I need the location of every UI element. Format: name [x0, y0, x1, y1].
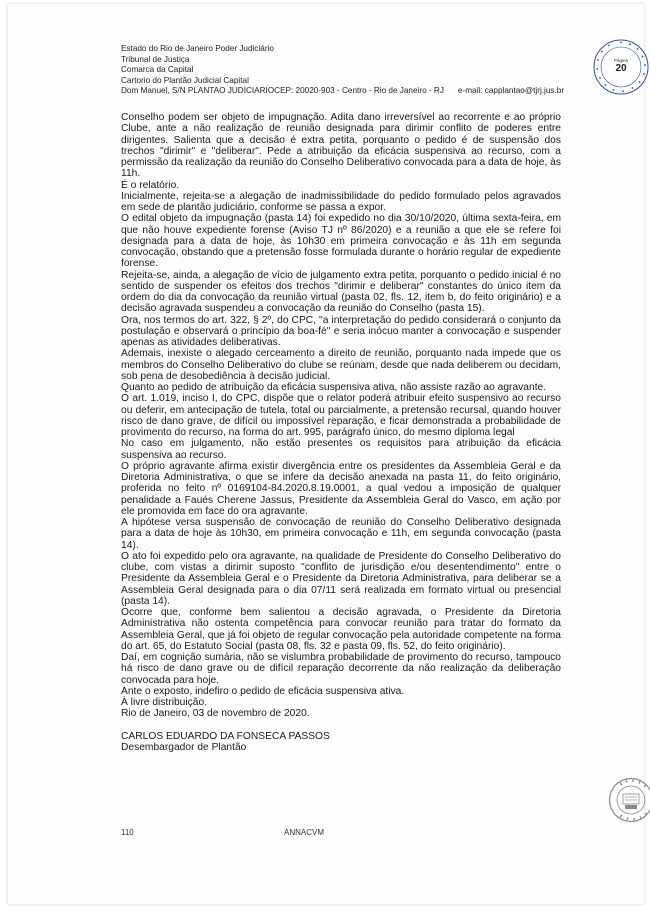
header-office: Cartorio do Plantão Judicial Capital — [121, 75, 249, 85]
document-page — [8, 4, 644, 904]
header-address: Dom Manuel, S/N PLANTAO JUDICIARIOCEP: 20020-903 - Centro - Rio de Janeiro - RJ — [121, 86, 444, 96]
paragraph: Conselho podem ser objeto de impugnação. Adita dano irreversível ao recorrente e ao próprio Clube, ante a não realização de reunião designada para dirimir conflito de poderes entre dirigentes. Salienta que a decisão é extra petita, porquanto o pedido é de suspensão dos trechos "dirimir" e "deliberar". Pede a atribuição da eficácia suspensiva ao recurso, com a permissão da realização da reunião do Conselho Deliberativo convocada para a data de hoje, às 11h. — [121, 112, 561, 180]
paragraph: Rejeita-se, ainda, a alegação de vício de julgamento extra petita, porquanto o pedido inicial é no sentido de suspender os efeitos dos trechos "dirimir e deliberar" constantes do único item da ordem do dia da convocação da reunião virtual (pasta 02, fls. 12, item b, do feito originário) e a decisão agravada suspendeu a convocação da reunião do Conselho (pasta 15). — [121, 269, 561, 315]
paragraph: À livre distribuição. — [121, 697, 208, 708]
paragraph: Ora, nos termos do art. 322, § 2º, do CPC, "a interpretação do pedido considerará o conjunto da postulação e observará o princípio da boa-fé" e seria inócuo manter a convocação e suspender apenas as atividades deliberativas. — [121, 314, 561, 348]
paragraph: Ocorre que, conforme bem salientou a decisão agravada, o Presidente da Diretoria Administrativa não ostenta competência para convocar reunião para tratar do formato da Assembleia Geral, que já foi objeto de regular convocação pela autoridade competente na forma do art. 65, do Estatuto Social (pasta 08, fls. 32 e pasta 09, fls. 52, do feito originário). — [121, 607, 561, 652]
paragraph: Ademais, inexiste o alegado cerceamento a direito de reunião, porquanto nada impede que os membros do Conselho Deliberativo do clube se reúnam, desde que nada deliberem ou decidam, sob pena de desobediência à decisão judicial. — [121, 348, 561, 382]
paragraph: No caso em julgamento, não estão presentes os requisitos para atribuição da eficácia suspensiva ao recurso. — [121, 438, 561, 461]
digital-signature-stamp-icon — [608, 777, 650, 823]
judge-title: Desembargador de Plantão — [121, 741, 247, 753]
signature-block — [121, 731, 561, 754]
footer-page-ref: 110 — [121, 828, 134, 837]
paragraph: Daí, em cognição sumária, não se vislumbra probabilidade de provimento do recurso, tampouco há risco de dano grave ou de difícil reparação decorrente da não realização da deliberação convocada para hoje. — [121, 652, 561, 686]
header-state: Estado do Rio de Janeiro Poder Judiciário — [121, 44, 274, 53]
footer-code: ANNACVM — [284, 828, 325, 837]
paragraph: O edital objeto da impugnação (pasta 14) foi expedido no dia 30/10/2020, última sexta-feira, em que não houve expediente forense (Aviso TJ nº 86/2020) e a reunião a que ele se refere foi designada para a data de hoje, às 10h30 em primeira convocação e às 11h em segunda convocação, obstando que a pretensão fosse formulada durante o horário regular de expediente forense. — [121, 213, 561, 270]
paragraph: O próprio agravante afirma existir divergência entre os presidentes da Assembleia Geral e da Diretoria Administrativa, o que se infere da decisão anexada na pasta 11, do feito originário, proferida no feito nº 0169104-84.2020.8.19.0001, a qual vedou a imposição de qualquer penalidade a Faués Cherene Jassus, Presidente da Assembleia Geral do Vasco, em ação por ele promovida em face do ora agravante. — [121, 460, 561, 517]
header-district: Comarca da Capital — [121, 65, 194, 75]
paragraph: O art. 1.019, inciso I, do CPC, dispõe que o relator poderá atribuir efeito suspensivo ao recurso ou deferir, em antecipação de tutela, total ou parcialmente, a pretensão recursal, quando houver risco de dano grave, de difícil ou impossível reparação, e ficar demonstrada a probabilidade de provimento do recurso, na forma do art. 995, parágrafo único, do mesmo diploma legal — [121, 393, 561, 438]
header-email: e-mail: capplantao@tjrj.jus.br — [457, 86, 565, 96]
paragraph: A hipótese versa suspensão de convocação de reunião do Conselho Deliberativo designada para a data de hoje às 10h30, em primeira convocação e 11h, em segunda convocação (pasta 14). — [121, 517, 561, 551]
judge-name: CARLOS EDUARDO DA FONSECA PASSOS — [121, 730, 330, 742]
document-header — [121, 44, 591, 97]
seal-page-label: Página — [613, 58, 628, 63]
decision-body — [121, 112, 561, 753]
paragraph: O ato foi expedido pelo ora agravante, na qualidade de Presidente do Conselho Deliberativo do clube, com vistas a dirimir suposto "conflito de jurisdição e/ou desentendimento" entre o Presidente da Assembleia Geral e o Presidente da Diretoria Administrativa, para deliberar se a Assembleia Geral designada para o dia 07/11 será realizada em formato virtual ou presencial (pasta 14). — [121, 550, 561, 607]
decision-date: Rio de Janeiro, 03 de novembro de 2020. — [121, 708, 310, 720]
paragraph: É o relatório. — [121, 179, 180, 191]
header-court: Tribunal de Justiça — [121, 54, 190, 64]
paragraph: Inicialmente, rejeita-se a alegação de inadmissibilidade do pedido formulado pelos agravados em sede de plantão judiciário, conforme se passa a expor. — [121, 190, 561, 213]
header-contact-line — [121, 86, 591, 97]
page-number: 20 — [615, 63, 627, 74]
paragraph: Quanto ao pedido de atribuição da eficácia suspensiva ativa, não assiste razão ao agravante. — [121, 382, 547, 393]
paragraph: Ante o exposto, indefiro o pedido de eficácia suspensiva ativa. — [121, 685, 405, 697]
tribunal-seal — [592, 38, 650, 96]
